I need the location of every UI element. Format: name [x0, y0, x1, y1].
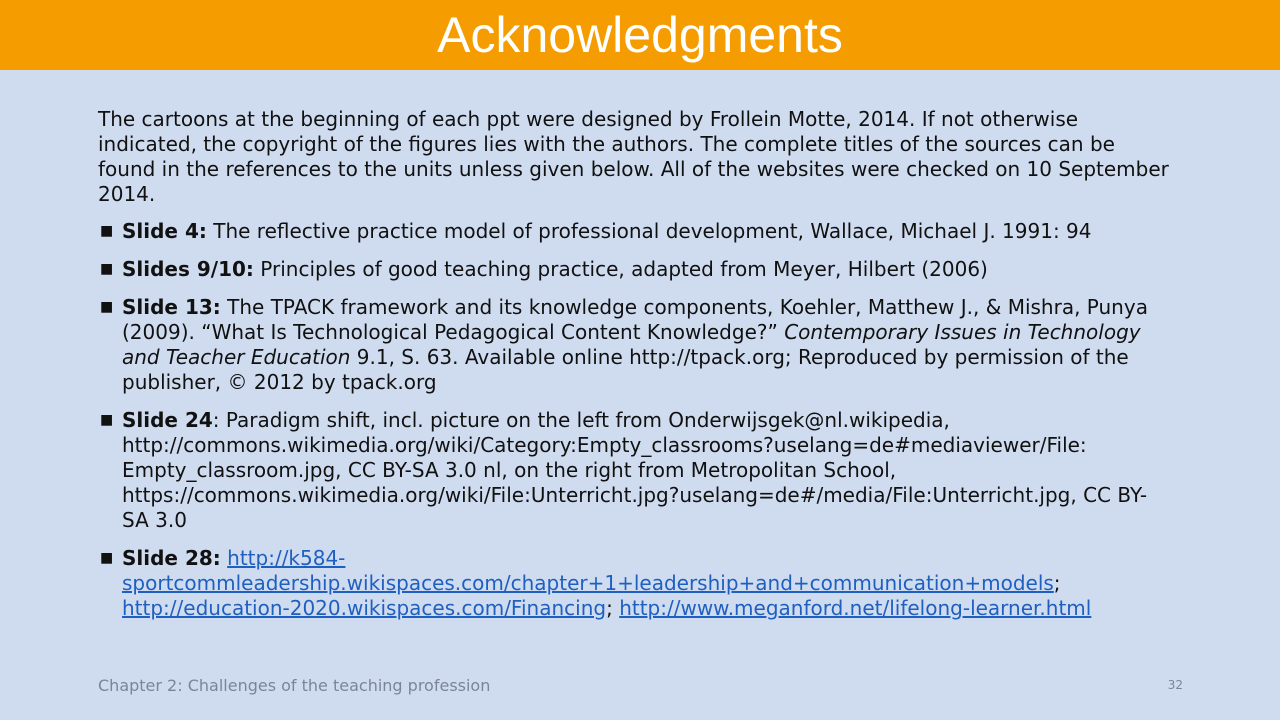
slide-footer: Chapter 2: Challenges of the teaching profession	[98, 676, 491, 695]
source-link-financing[interactable]: http://education-2020.wikispaces.com/Financing	[122, 596, 607, 620]
item-text: Principles of good teaching practice, adapted from Meyer, Hilbert (2006)	[253, 257, 988, 281]
item-label: Slides 9/10:	[122, 257, 254, 281]
square-bullet-icon: ■	[100, 299, 114, 315]
list-item	[98, 257, 1173, 282]
list-item	[98, 546, 1173, 621]
slide-content	[98, 107, 1173, 634]
link-separator: ;	[1053, 571, 1061, 595]
page-number: 32	[1167, 678, 1183, 692]
journal-title: Contemporary Issues in Technology and Teacher Education	[122, 320, 1141, 369]
square-bullet-icon: ■	[100, 261, 114, 277]
item-text: The reflective practice model of professional development, Wallace, Michael J. 1991: 94	[206, 219, 1092, 243]
square-bullet-icon: ■	[100, 550, 114, 566]
square-bullet-icon: ■	[100, 412, 114, 428]
link-separator: ;	[606, 596, 613, 620]
list-item	[98, 408, 1173, 533]
item-text: The TPACK framework and its knowledge components, Koehler, Matthew J., & Mishra, Punya (2009). “What Is Technological Pedagogical Content Knowledge?”	[122, 295, 1148, 344]
list-item	[98, 295, 1173, 395]
source-link-leadership[interactable]: http://k584-sportcommleadership.wikispaces.com/chapter+1+leadership+and+communication+models	[122, 546, 1054, 595]
source-link-lifelong-learner[interactable]: http://www.meganford.net/lifelong-learner.html	[619, 596, 1092, 620]
item-label: Slide 4:	[122, 219, 207, 243]
slide-title: Acknowledgments	[437, 7, 843, 63]
slide-header	[0, 0, 1280, 70]
item-label: Slide 24	[122, 408, 213, 432]
square-bullet-icon: ■	[100, 223, 114, 239]
acknowledgment-list	[98, 219, 1173, 621]
list-item	[98, 219, 1173, 244]
item-text: 9.1, S. 63. Available online http://tpack.org; Reproduced by permission of the publisher, © 2012 by tpack.org	[122, 345, 1129, 394]
item-label: Slide 13:	[122, 295, 221, 319]
item-label: Slide 28:	[122, 546, 221, 570]
item-text: : Paradigm shift, incl. picture on the left from Onderwijsgek@nl.wikipedia, http://commons.wikimedia.org/wiki/Category:Empty_classrooms?uselang=de#mediaviewer/File: Empty_classroom.jpg, CC BY-SA 3.0 nl, on the right from Metropolitan School, https://commons.wikimedia.org/wiki/File:Unterricht.jpg?uselang=de#/media/File:Unterricht.jpg, CC BY-SA 3.0	[122, 408, 1148, 532]
intro-paragraph: The cartoons at the beginning of each ppt were designed by Frollein Motte, 2014. If not otherwise indicated, the copyright of the figures lies with the authors. The complete titles of the sources can be found in the references to the units unless given below. All of the websites were checked on 10 September 2014.	[98, 107, 1169, 206]
